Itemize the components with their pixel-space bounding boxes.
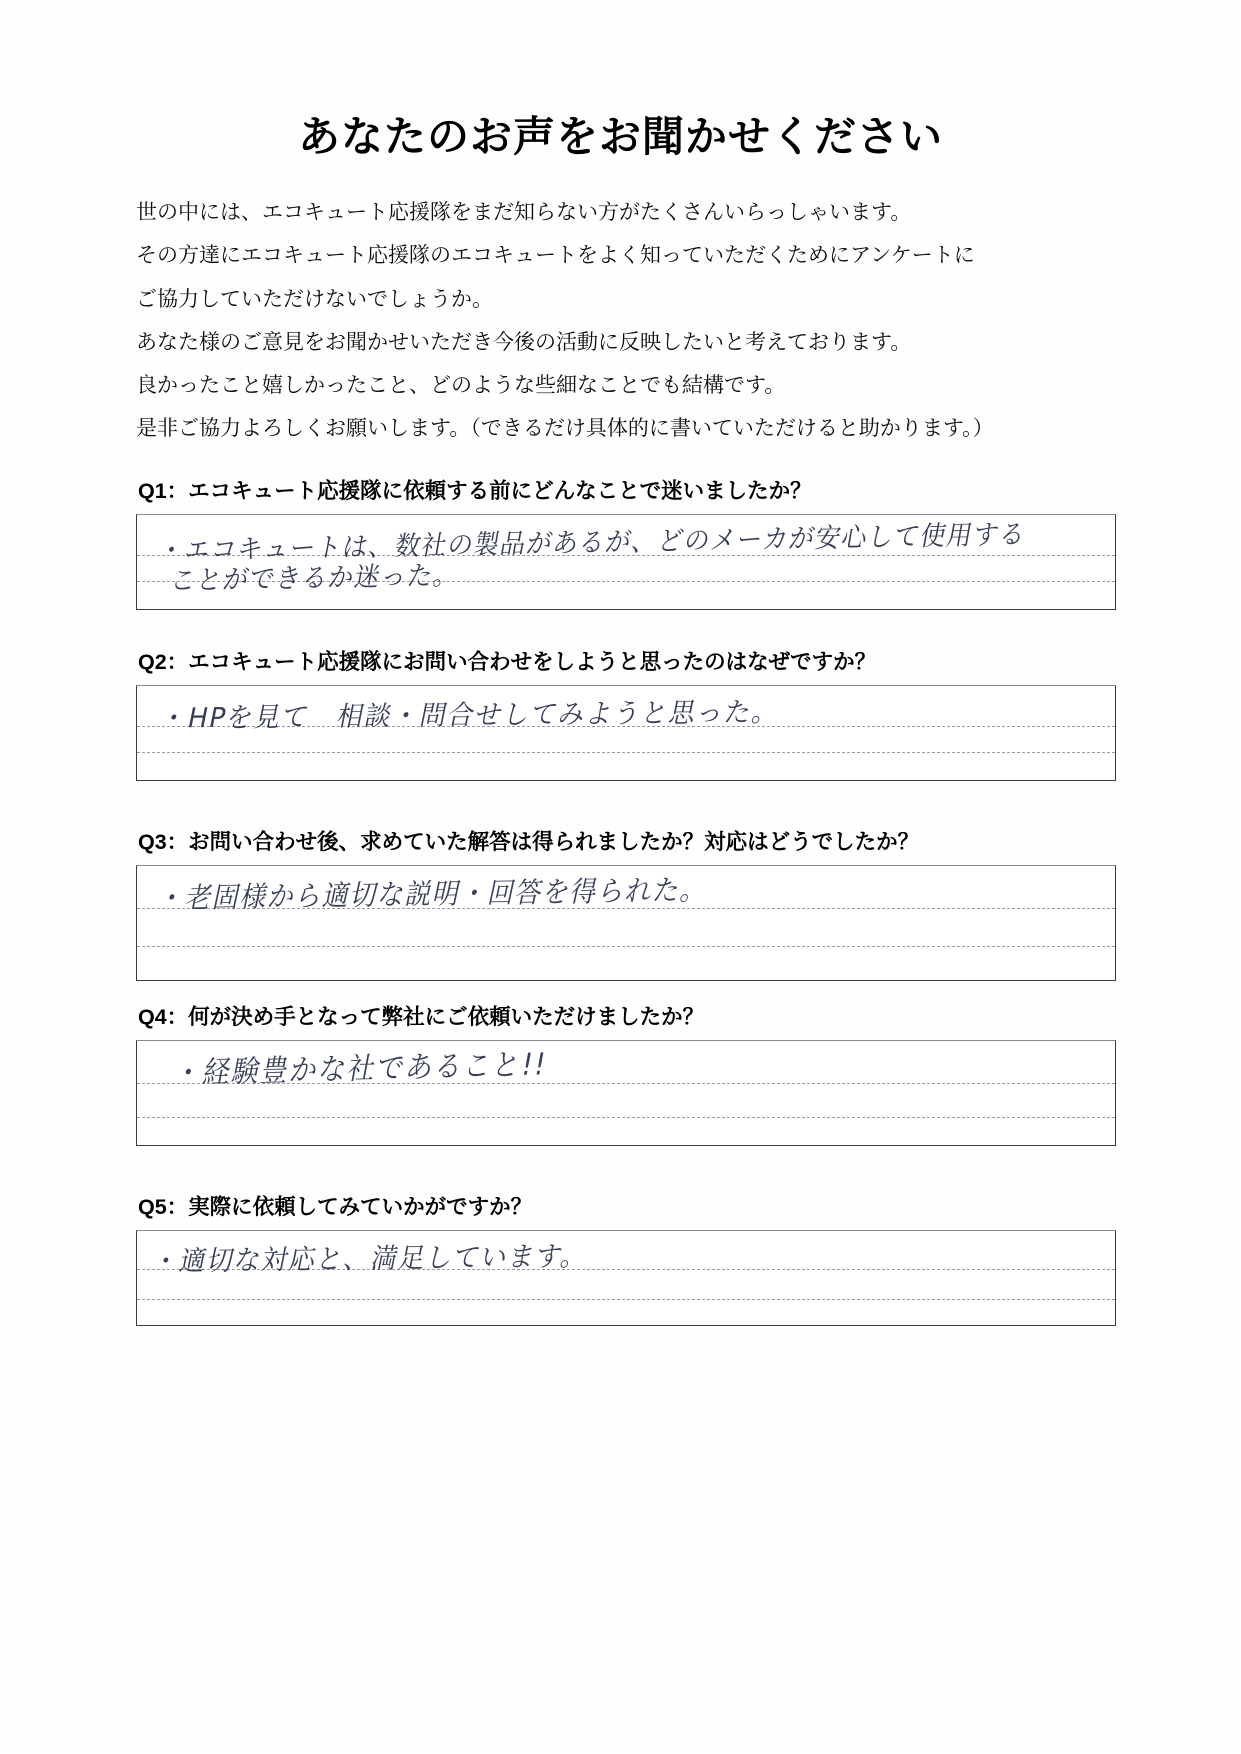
intro-line-6: 是非ご協力よろしくお願いします。（できるだけ具体的に書いていただけると助かります。） (136, 417, 994, 441)
handwritten-answer-line: ・経験豊かな社であること!! (171, 1047, 551, 1092)
answer-box-q2[interactable] (136, 685, 1116, 781)
question-block-q4 (136, 1000, 1116, 1146)
answer-box-q3[interactable] (136, 865, 1116, 981)
answer-rule (137, 946, 1115, 947)
question-label-q5: Q5：実際に依頼してみていかがですか？ (138, 1195, 533, 1219)
handwritten-answer-line: ・適切な対応と、満足しています。 (149, 1240, 592, 1279)
answer-box-q1[interactable] (136, 514, 1116, 610)
handwritten-answer-line: ・老固様から適切な説明・回答を得られた。 (154, 874, 712, 916)
question-block-q5 (136, 1190, 1116, 1326)
answer-box-q4[interactable] (136, 1040, 1116, 1146)
handwritten-answer-line: ことができるか迷った。 (167, 559, 463, 597)
question-label-q3: Q3：お問い合わせ後、求めていた解答は得られましたか？対応はどうでしたか？ (138, 830, 920, 854)
answer-rule (137, 752, 1115, 753)
intro-line-1: 世の中には、エコキュート応援隊をまだ知らない方がたくさんいらっしゃいます。 (136, 201, 912, 224)
intro-line-5: 良かったこと嬉しかったこと、どのような些細なことでも結構です。 (136, 374, 786, 397)
answer-rule (137, 1117, 1115, 1118)
intro-line-3: ご協力していただけないでしょうか。 (136, 287, 493, 311)
question-block-q1 (136, 474, 1116, 610)
question-label-q1: Q1：エコキュート応援隊に依頼する前にどんなことで迷いましたか？ (138, 479, 812, 503)
intro-line-4: あなた様のご意見をお聞かせいただき今後の活動に反映したいと考えております。 (136, 330, 912, 354)
question-label-q2: Q2：エコキュート応援隊にお問い合わせをしようと思ったのはなぜですか？ (138, 650, 877, 674)
answer-rule (137, 1299, 1115, 1300)
intro-paragraph (136, 200, 1116, 460)
page-title: あなたのお声をお聞かせください (297, 113, 943, 160)
handwritten-answer-line: ・HPを見て 相談・問合せしてみようと思った。 (157, 696, 784, 735)
question-block-q3 (136, 825, 1116, 981)
question-block-q2 (136, 645, 1116, 781)
handwritten-answer-line: ・エコキュートは、数社の製品があるが、どのメーカが安心して使用する (155, 518, 1029, 567)
intro-line-2: その方達にエコキュート応援隊のエコキュートをよく知っていただくためにアンケートに (136, 244, 975, 268)
question-label-q4: Q4：何が決め手となって弊社にご依頼いただけましたか？ (138, 1005, 705, 1029)
answer-box-q5[interactable] (136, 1230, 1116, 1326)
